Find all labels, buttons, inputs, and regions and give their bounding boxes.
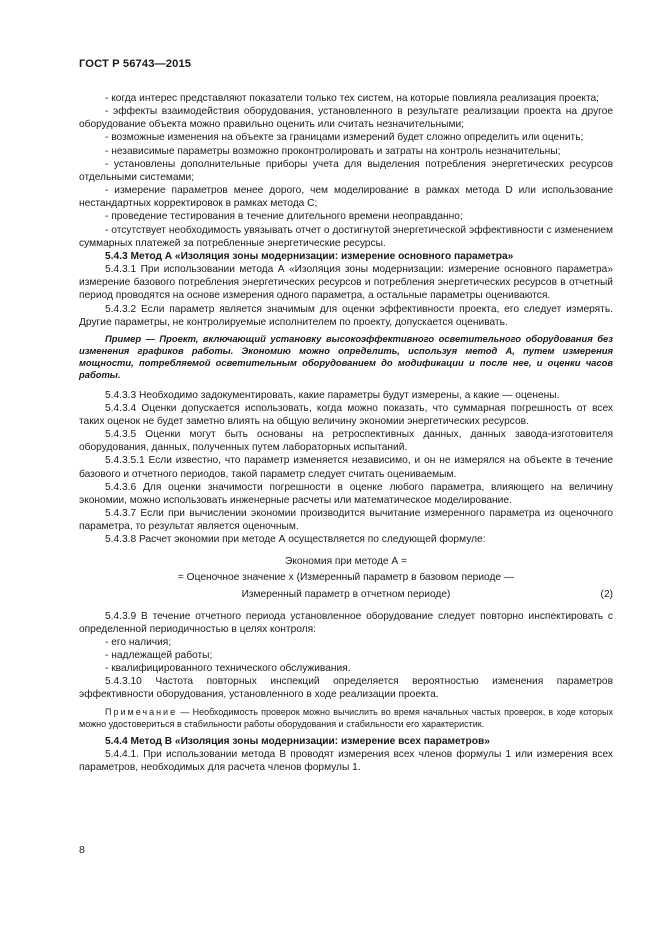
note-text: — Необходимость проверок можно вычислить во время начальных частых проверок, в ходе которых можно удостовериться в стабильности работы оборудования и стабильности его характеристик. [79, 706, 613, 729]
bullet-item: - независимые параметры возможно проконтролировать и затраты на контроль незначительны; [105, 145, 561, 157]
section-heading-5-4-4: 5.4.4 Метод В «Изоляция зоны модернизации: измерение всех параметров» [105, 735, 490, 747]
paragraph-5-4-4-1: 5.4.4.1. При использовании метода В проводят измерения всех членов формулы 1 или измерения всех параметров, необходимых для расчета членов формулы 1. [79, 748, 613, 773]
formula-line: Экономия при методе А = [285, 555, 407, 567]
paragraph-5-4-3-1: 5.4.3.1 При использовании метода А «Изоляция зоны модернизации: измерение основного параметра» измерение базового потребления энергетических ресурсов и потребления энергетических ресурсов в отчетный период проводятся на основе измерения одного параметра, а остальные параметры оцениваются. [79, 264, 613, 302]
paragraph-5-4-3-7: 5.4.3.7 Если при вычислении экономии производится вычитание измеренного параметра из оценочного параметра, то результат является оценочным. [79, 508, 613, 533]
bullet-item: - его наличия; [105, 636, 172, 648]
equation-number: (2) [600, 588, 613, 600]
standard-header: ГОСТ Р 56743—2015 [79, 58, 192, 70]
paragraph-5-4-3-2: 5.4.3.2 Если параметр является значимым для оценки эффективности проекта, его следует измерять. Другие параметры, не контролируемые исполнителем по проекту, допускается оценивать. [79, 303, 613, 328]
page-body [79, 92, 613, 774]
formula-line-with-number [79, 586, 613, 603]
bullet-item: - квалифицированного технического обслуживания. [105, 663, 351, 675]
bullet-item: - установлены дополнительные приборы учета для выделения потребления энергетических ресурсов отдельными системами; [79, 158, 613, 183]
page-number: 8 [79, 844, 85, 856]
bullet-item: - эффекты взаимодействия оборудования, установленного в результате реализации проекта на другое оборудование объекта можно правильно оценить или считать незначительными; [79, 106, 613, 131]
formula-line: Измеренный параметр в отчетном периоде) [241, 588, 451, 600]
paragraph-5-4-3-5: 5.4.3.5 Оценки могут быть основаны на ретроспективных данных, данных завода-изготовителя оборудования, данных, полученных путем лабораторных испытаний. [79, 429, 613, 454]
bullet-item: - отсутствует необходимость увязывать отчет о достигнутой энергетической эффективности с изменением суммарных платежей за потребленные энергетические ресурсы. [79, 224, 613, 249]
paragraph-5-4-3-10: 5.4.3.10 Частота повторных инспекций определяется вероятностью изменения параметров эффективности оборудования, установленного в ходе реализации проекта. [79, 676, 613, 701]
paragraph-5-4-3-6: 5.4.3.6 Для оценки значимости погрешности в оценке любого параметра, влияющего на величину экономии, можно использовать инженерные расчеты или математическое моделирование. [79, 481, 613, 506]
note-label: Примечание [105, 706, 178, 717]
bullet-item: - надлежащей работы; [105, 649, 213, 661]
bullet-item: - возможные изменения на объекте за границами измерений будет сложно определить или оценить; [105, 132, 584, 144]
bullet-item: - проведение тестирования в течение длительного времени неоправданно; [105, 211, 463, 223]
paragraph-5-4-3-8: 5.4.3.8 Расчет экономии при методе А осуществляется по следующей формуле: [105, 534, 486, 546]
formula-block [79, 554, 613, 603]
note-block [79, 706, 613, 730]
paragraph-5-4-3-3: 5.4.3.3 Необходимо задокументировать, какие параметры будут измерены, а какие — оценены. [105, 389, 560, 401]
bullet-item: - когда интерес представляют показатели только тех систем, на которые повлияла реализация проекта; [105, 93, 600, 104]
section-heading-5-4-3: 5.4.3 Метод А «Изоляция зоны модернизации: измерение основного параметра» [105, 250, 514, 262]
bullet-item: - измерение параметров менее дорого, чем моделирование в рамках метода D или использование нестандартных корректировок в рамках метода С; [79, 185, 613, 210]
formula-line: = Оценочное значение x (Измеренный параметр в базовом периоде — [177, 571, 515, 583]
paragraph-5-4-3-4: 5.4.3.4 Оценки допускается использовать, когда можно показать, что суммарная погрешность от всех таких оценок не будет заметно влиять на общую величину экономии энергетических ресурсов. [79, 402, 613, 427]
example-block: Пример — Проект, включающий установку высокоэффективного осветительного оборудования без изменения графиков работы. Экономию можно определить, используя метод А, путем измерения мощности, потребляемой осветительным оборудованием до модификации и после нее, и оценки часов работы. [79, 332, 613, 381]
paragraph-5-4-3-5-1: 5.4.3.5.1 Если известно, что параметр изменяется независимо, и он не измерялся на объекте в течение базового и отчетного периодов, такой параметр следует считать оцениваемым. [79, 455, 613, 480]
paragraph-5-4-3-9: 5.4.3.9 В течение отчетного периода установленное оборудование следует повторно инспектировать с определенной периодичностью в целях контроля: [79, 610, 613, 635]
